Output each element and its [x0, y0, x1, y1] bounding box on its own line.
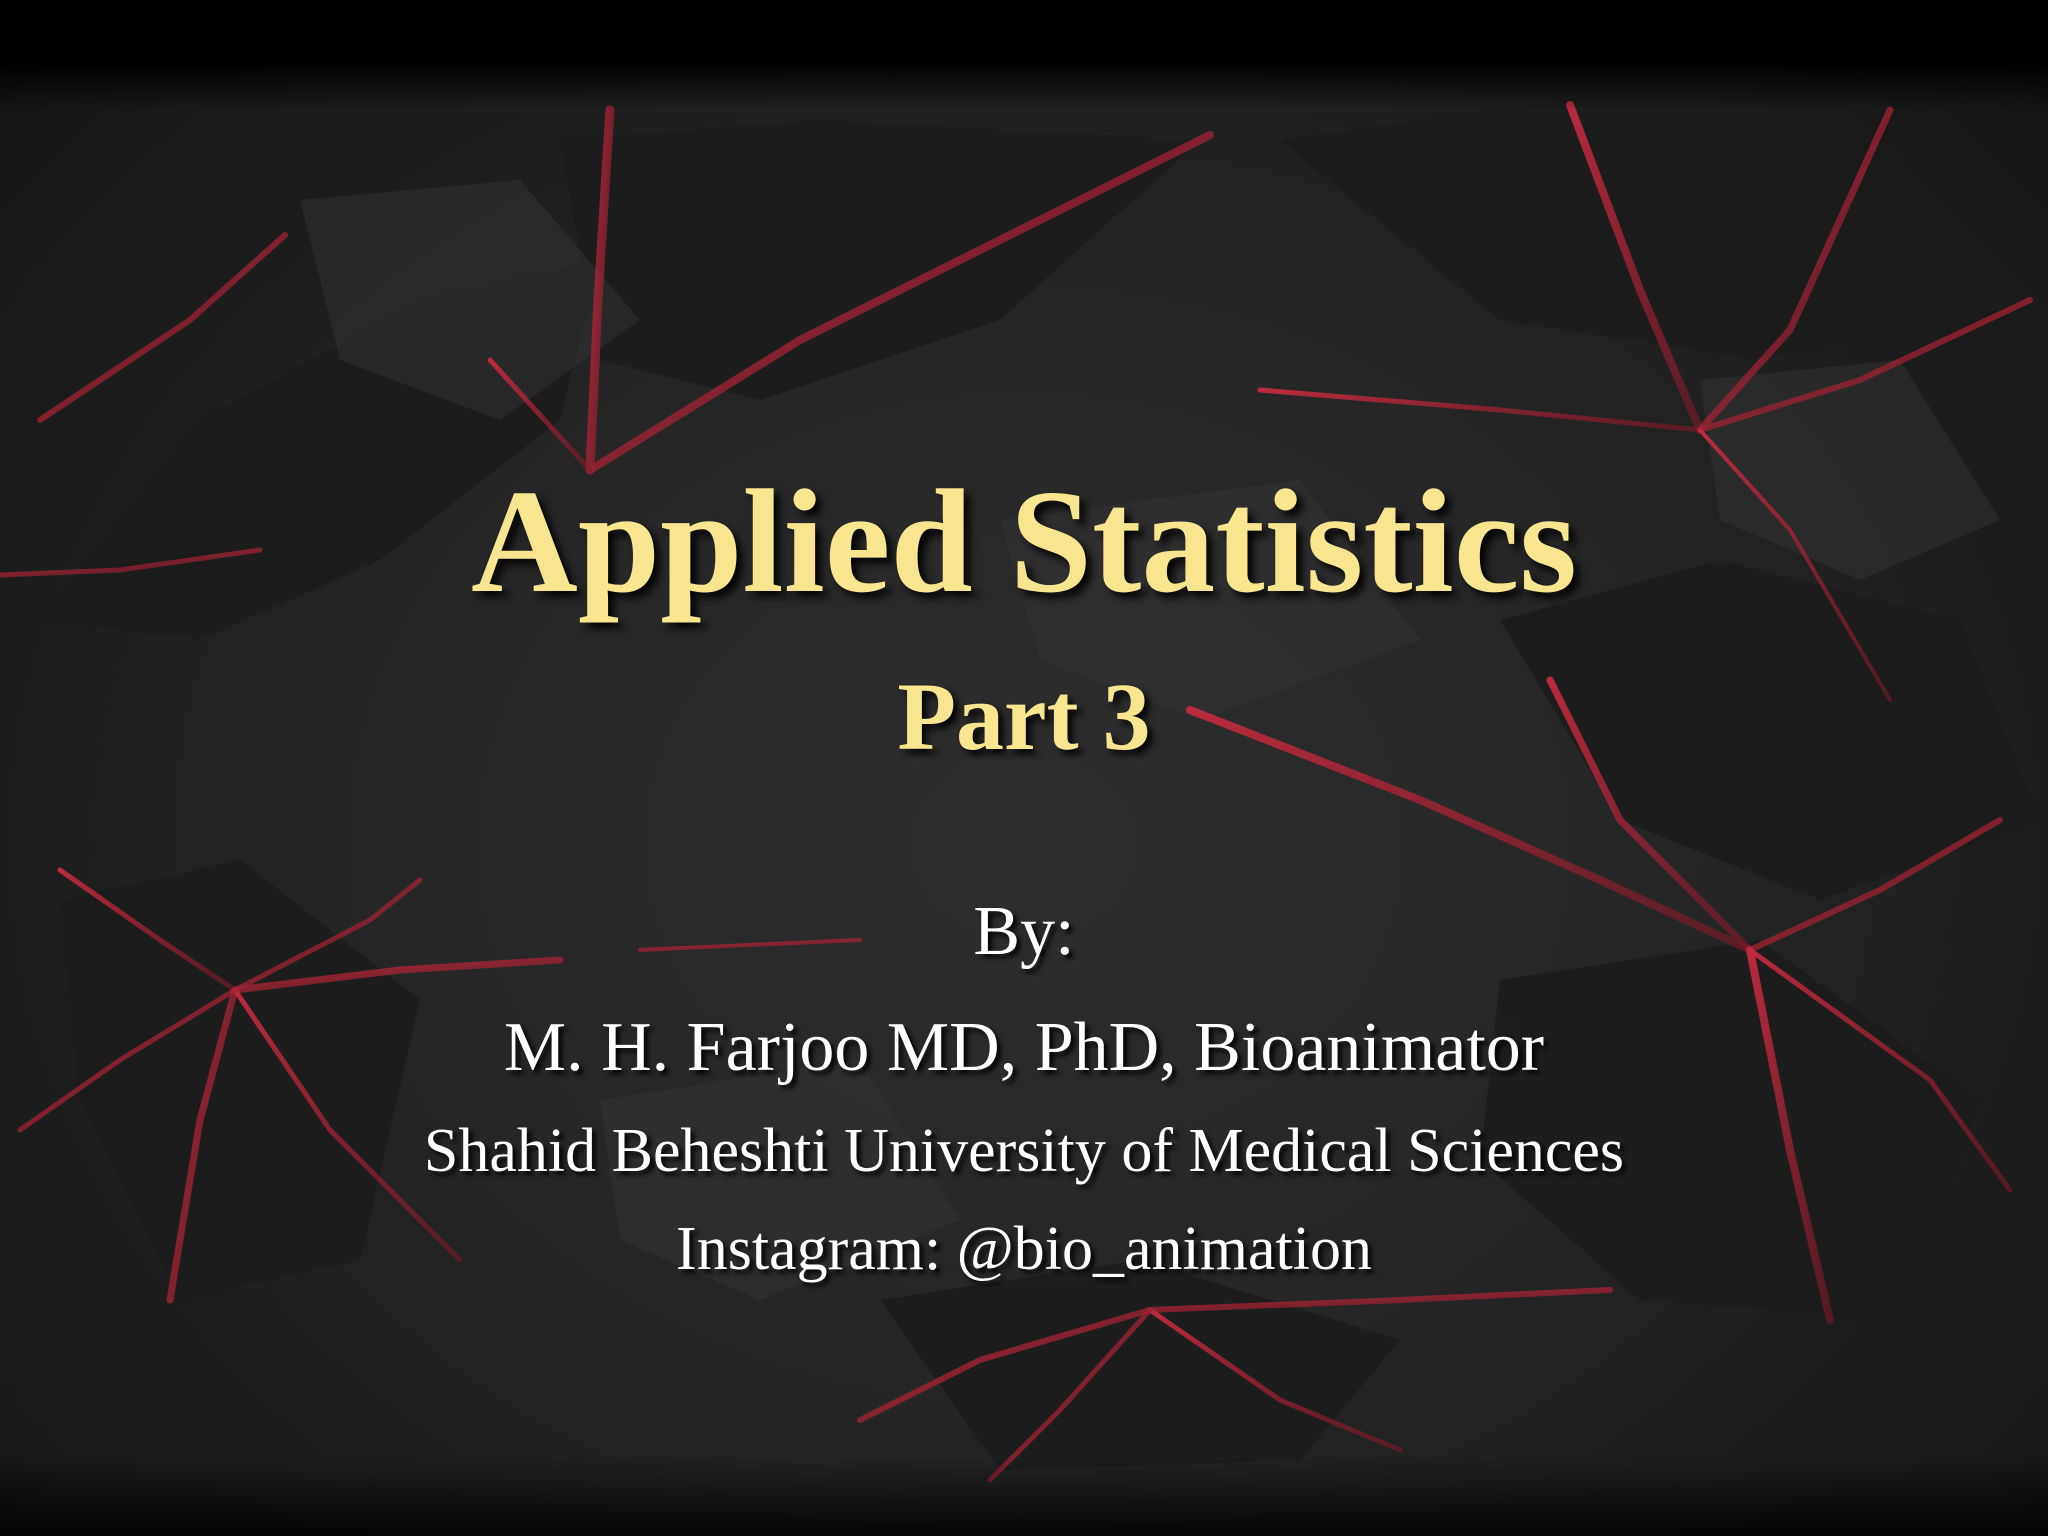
slide-title: Applied Statistics [470, 460, 1578, 624]
author-name: M. H. Farjoo MD, PhD, Bioanimator [503, 1009, 1545, 1086]
university-name: Shahid Beheshti University of Medical Sciences [423, 1117, 1625, 1185]
instagram-handle: Instagram: @bio_animation [676, 1215, 1372, 1283]
by-label: By: [973, 893, 1075, 970]
slide-subtitle: Part 3 [897, 663, 1151, 770]
